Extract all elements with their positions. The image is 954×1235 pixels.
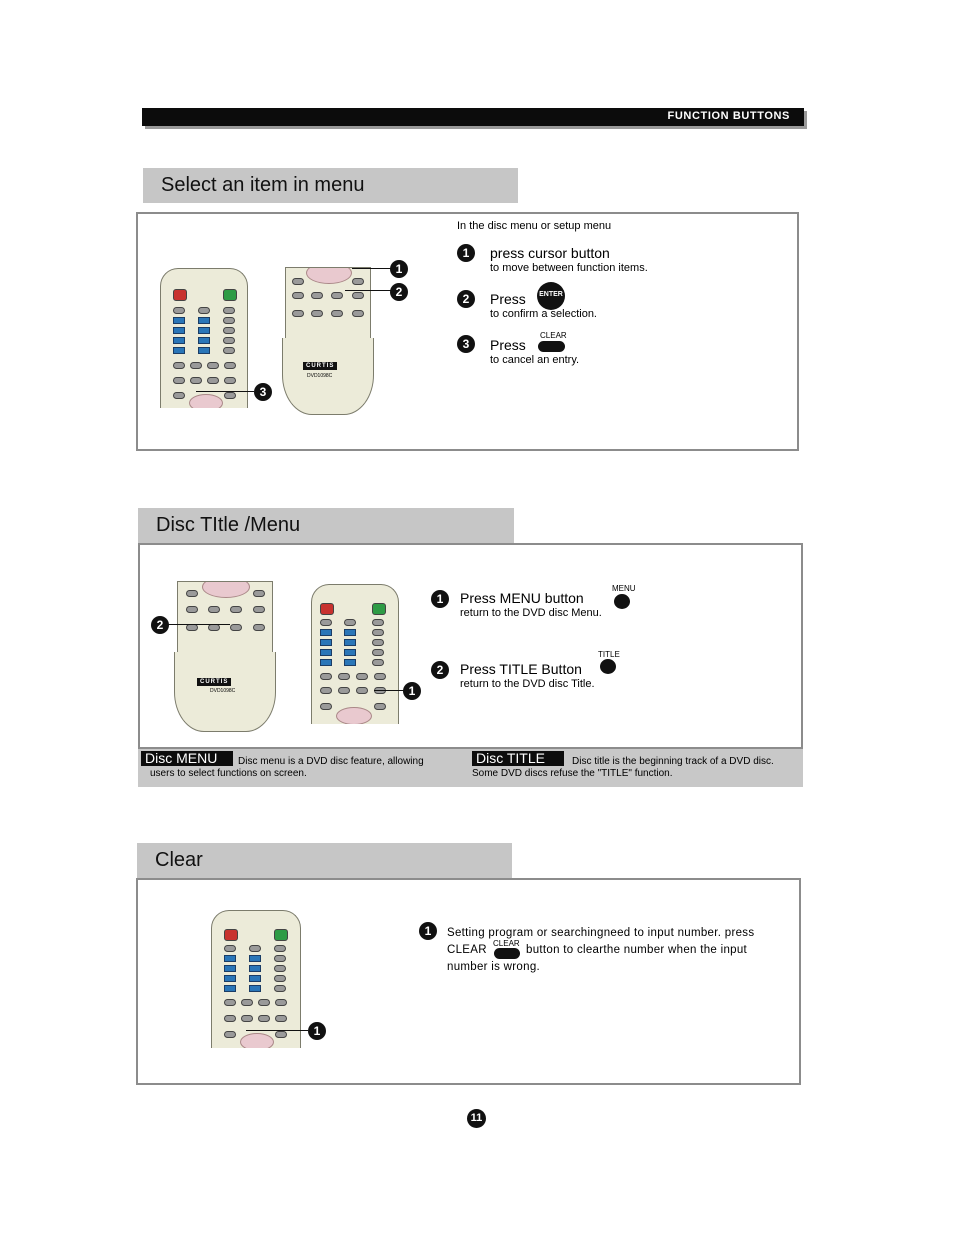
menu-button-label: MENU [612,584,636,593]
step-number: 1 [431,590,449,608]
clear-button-icon [538,341,565,352]
step-number: 1 [457,244,475,262]
step-subtext: to confirm a selection. [490,308,597,320]
disc-menu-line2: users to select functions on screen. [150,768,307,779]
callout-line-2 [345,290,391,291]
step-text: Press TITLE Button [460,661,582,677]
step-subtext: to move between function items. [490,262,648,274]
remote-nav-illustration [285,267,371,339]
callout-line-1 [246,1030,308,1031]
remote-brand-logo: CURTIS [303,362,337,370]
step-number: 1 [419,922,437,940]
step-text: press cursor button [490,245,610,261]
clear-button-icon [494,948,520,959]
section3-title: Clear [137,843,512,878]
clear-step-line1: Setting program or searchingneed to input number. press [447,927,755,939]
remote-model: DVD1098C [307,373,333,379]
disc-title-line1: Disc title is the beginning track of a DVD disc. [572,756,774,767]
remote-bottom-illustration [174,652,276,732]
callout-1: 1 [308,1022,326,1040]
remote-brand-logo: CURTIS [197,678,231,686]
callout-2: 2 [151,616,169,634]
step-number: 3 [457,335,475,353]
clear-button-label: CLEAR [493,939,520,948]
step-number: 2 [431,661,449,679]
title-button-icon [600,659,616,674]
disc-menu-line1: Disc menu is a DVD disc feature, allowing [238,756,424,767]
callout-line-1 [352,268,392,269]
header-bar [142,108,804,126]
step-subtext: to cancel an entry. [490,354,580,366]
clear-button-label: CLEAR [540,331,567,340]
callout-line-1 [374,690,404,691]
section1-title: Select an item in menu [143,168,518,203]
section1-intro: In the disc menu or setup menu [457,220,612,232]
disc-title-label: Disc TITLE [472,751,564,766]
step-text: Press MENU button [460,590,584,606]
title-button-label: TITLE [598,650,620,659]
callout-1: 1 [390,260,408,278]
callout-2: 2 [390,283,408,301]
remote-keypad-illustration [211,910,301,1048]
callout-1: 1 [403,682,421,700]
step-text: Press [490,291,526,307]
remote-model: DVD1098C [210,688,236,694]
callout-line-3 [196,391,254,392]
step-number: 2 [457,290,475,308]
menu-button-icon [614,594,630,609]
step-subtext: return to the DVD disc Menu. [460,607,602,619]
enter-button-icon [537,282,565,310]
clear-step-line2a: CLEAR [447,944,487,956]
definitions-bar [138,749,803,787]
remote-keypad-illustration [160,268,248,408]
step-subtext: return to the DVD disc Title. [460,678,595,690]
page-number: 11 [467,1109,486,1128]
remote-bottom-illustration [282,338,374,415]
remote-keypad-illustration [311,584,399,724]
disc-title-line2: Some DVD discs refuse the "TITLE" function. [472,768,673,779]
disc-menu-label: Disc MENU [141,751,233,766]
callout-line-2 [168,624,230,625]
section2-title: Disc TItle /Menu [138,508,514,543]
step-text: Press [490,337,526,353]
header-title: FUNCTION BUTTONS [667,110,790,122]
remote-nav-illustration [177,581,273,653]
clear-step-line3: number is wrong. [447,961,541,973]
enter-button-label: ENTER [539,291,563,298]
clear-step-line2b: button to clearthe number when the input [526,944,748,956]
callout-3: 3 [254,383,272,401]
